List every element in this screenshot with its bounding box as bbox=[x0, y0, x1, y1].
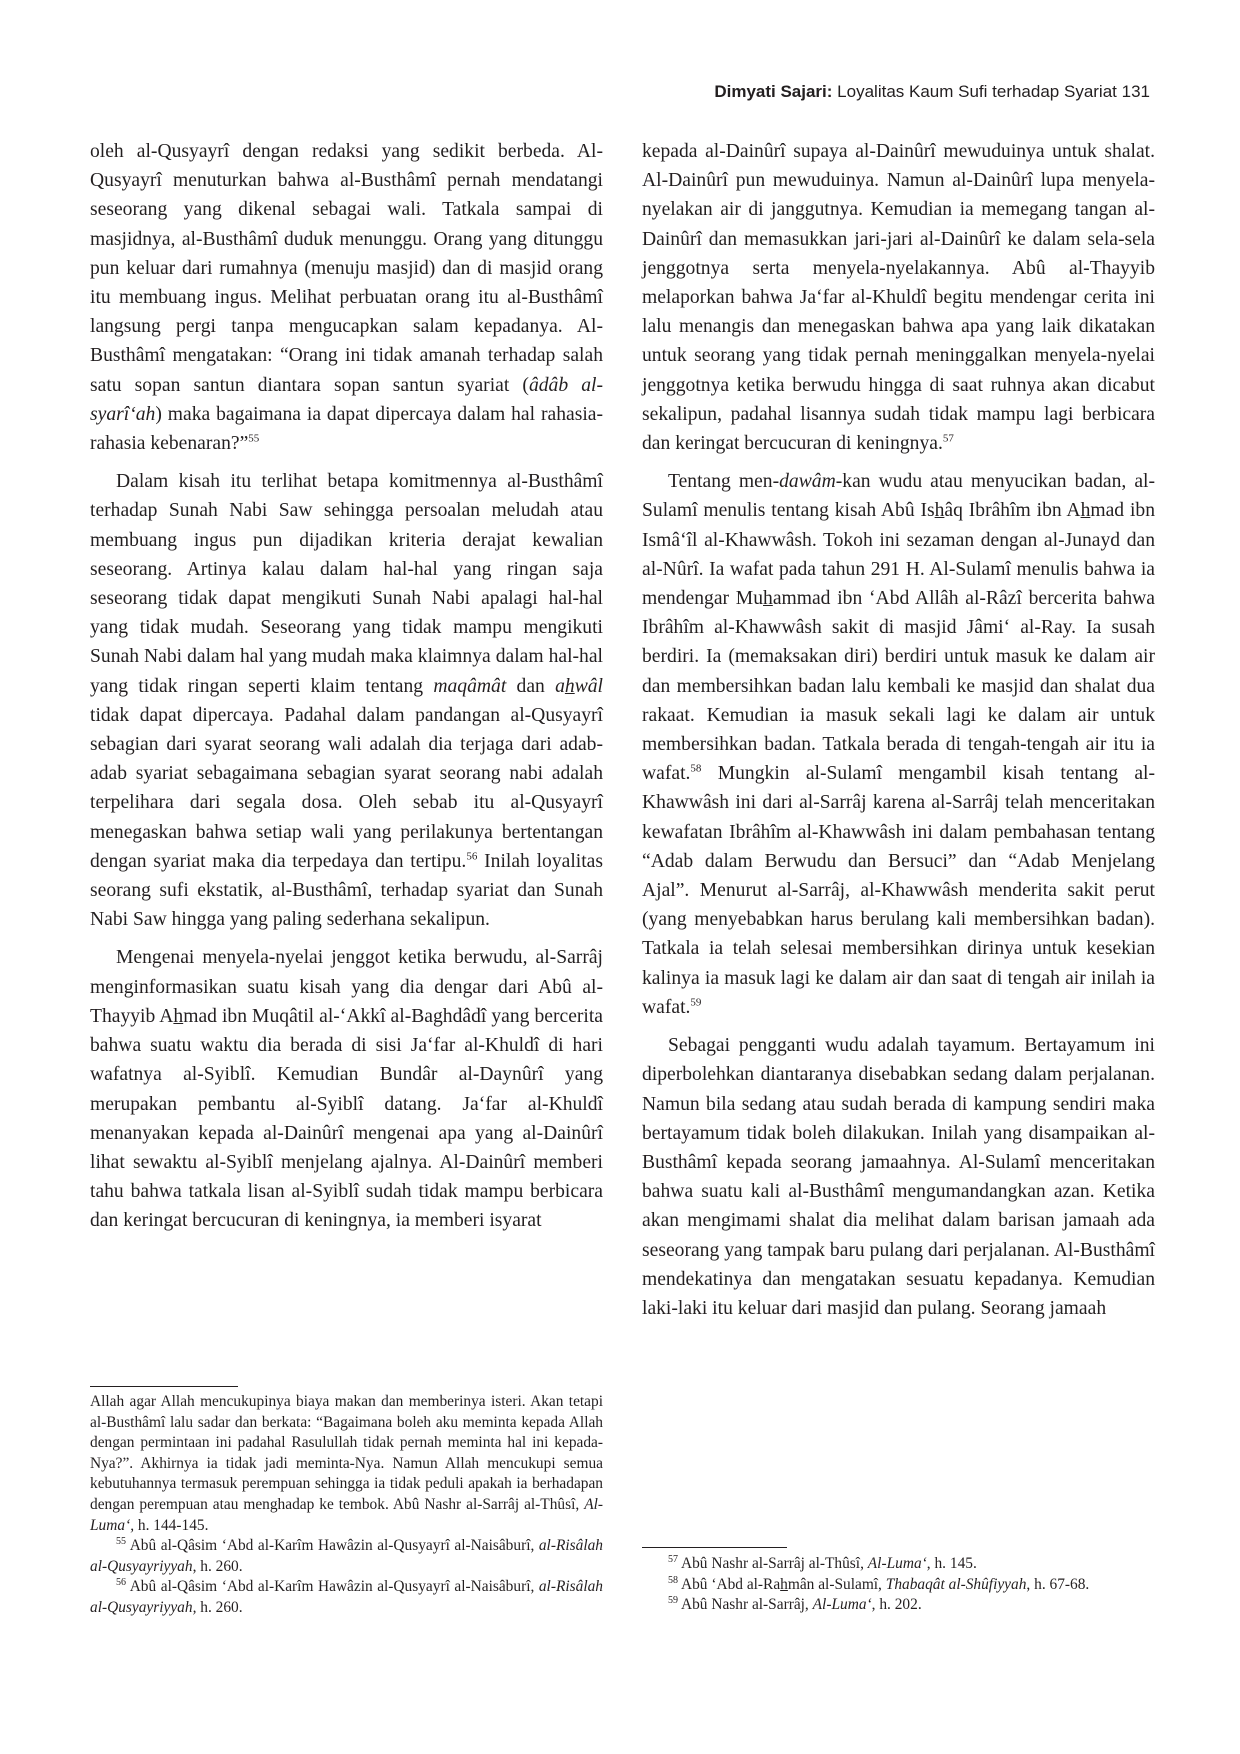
italic-term: Thabaqât al-Shûfiyyah bbox=[885, 1575, 1027, 1593]
underlined-letter: h bbox=[173, 1005, 184, 1027]
text-run: ammad ibn ‘Abd Allâh al-Râzî bercerita bahwa Ibrâhîm al-Khawwâsh sakit di masjid Jâmi‘ al-Ray. Ia susah berdiri. Ia (memaksakan diri) berdiri untuk masuk ke dalam air dan membersihkan badan lalu kembali ke masjid dan shalat dua rakaat. Kemudian ia masuk sekali lagi ke dalam air untuk membersihkan badan. Tatkala berada di tengah-tengah air itu ia wafat. bbox=[642, 588, 1155, 785]
footnote-number: 57 bbox=[668, 1553, 678, 1565]
text-run: mad ibn Muqâtil al-‘Akkî al-Baghdâdî yang bercerita bahwa suatu waktu dia berada di sisi Ja‘far al-Khuldî di hari wafatnya al-Syiblî. Kemudian Bundâr al-Daynûrî yang merupakan pembantu al-Syiblî datang. Ja‘far al-Khuldî menanyakan kepada al-Dainûrî mengenai apa yang al-Dainûrî lihat sewaktu al-Syiblî menjelang ajalnya. Al-Dainûrî memberi tahu bahwa tatkala lisan al-Syiblî sudah tidak mampu berbicara dan keringat bercucuran di keningnya, ia memberi isyarat bbox=[90, 1005, 603, 1232]
footnote-ref[interactable]: 58 bbox=[690, 762, 702, 775]
footnote-number: 59 bbox=[668, 1595, 678, 1607]
italic-term: Al-Luma‘ bbox=[812, 1596, 872, 1614]
text-run: Abû Nashr al-Sarrâj, bbox=[678, 1596, 813, 1614]
italic-term: dawâm bbox=[779, 471, 836, 493]
footnote-number: 56 bbox=[116, 1577, 126, 1589]
text-run: kepada al-Dainûrî supaya al-Dainûrî mewuduinya untuk shalat. Al-Dainûrî pun mewuduinya. Namun al-Dainûrî lupa menyela-nyelakan air di janggutnya. Kemudian ia memegang tangan al-Dainûrî dan memasukkan jari-jari al-Dainûrî ke dalam sela-sela jenggotnya serta menyela-nyelakannya. Abû al-Thayyib melaporkan bahwa Ja‘far al-Khuldî begitu mendengar cerita ini lalu menangis dan menegaskan bahwa apa yang laik dikatakan untuk seorang yang tidak pernah meninggalkan menyela-nyelai jenggotnya ketika berwudu hingga di saat ruhnya akan dicabut sekalipun, padahal lisannya sudah tidak mampu lagi berbicara dan keringat bercucuran di keningnya. bbox=[642, 141, 1155, 455]
right-column bbox=[642, 137, 1155, 1332]
text-run: -kan wudu atau menyucikan badan, al-Sulamî menulis tentang kisah Abû Is bbox=[642, 471, 1155, 522]
underlined-letter: h bbox=[780, 1575, 788, 1593]
footnote-58 bbox=[642, 1575, 1155, 1596]
text-run: mad ibn Ismâ‘îl al-Khawwâsh. Tokoh ini sezaman dengan al-Junayd dan al-Nûrî. Ia wafat pada tahun 291 H. Al-Sulamî menulis bahwa ia mendengar Mu bbox=[642, 500, 1155, 610]
paragraph bbox=[642, 467, 1155, 1022]
paragraph bbox=[90, 137, 603, 458]
text-run: Abû ‘Abd al-Ra bbox=[678, 1575, 781, 1593]
text-run: h. 260. bbox=[196, 1598, 243, 1616]
text-run: Inilah loyalitas seorang sufi ekstatik, al-Busthâmî, terhadap syariat dan Sunah Nabi Saw hingga yang paling sederhana sekalipun. bbox=[90, 850, 603, 931]
footnote-continuation bbox=[90, 1392, 603, 1536]
paragraph bbox=[642, 137, 1155, 458]
text-run: mân al-Sulamî, bbox=[787, 1575, 886, 1593]
italic-term: Al-Luma‘, bbox=[90, 1495, 603, 1534]
text-run: , h. 145. bbox=[926, 1555, 977, 1572]
text-run: wâl bbox=[574, 675, 603, 697]
text-run: a bbox=[555, 675, 565, 697]
text-run: âq Ibrâhîm ibn A bbox=[944, 500, 1081, 522]
running-header bbox=[90, 82, 1150, 102]
footnote-number: 55 bbox=[116, 1536, 126, 1548]
footnote-number: 58 bbox=[668, 1574, 678, 1586]
text-run: Mengenai menyela-nyelai jenggot ketika berwudu, al-Sarrâj menginformasikan suatu kisah yang dia dengar dari Abû al-Thayyib A bbox=[90, 947, 603, 1027]
text-run: Tentang men- bbox=[668, 471, 780, 493]
paragraph bbox=[90, 467, 603, 934]
text-run: h. 144-145. bbox=[134, 1516, 209, 1534]
header-title: Loyalitas Kaum Sufi terhadap Syariat bbox=[837, 82, 1117, 101]
text-run: , h. 260. bbox=[192, 1557, 243, 1575]
footnote-59 bbox=[642, 1595, 1155, 1616]
underlined-letter: h bbox=[763, 588, 773, 610]
text-run: ) maka bagaimana ia dapat dipercaya dalam hal rahasia-rahasia kebenaran?” bbox=[90, 403, 603, 455]
footnote-ref[interactable]: 56 bbox=[466, 850, 478, 863]
footnote-55 bbox=[90, 1536, 603, 1577]
footnote-ref[interactable]: 55 bbox=[248, 432, 260, 445]
text-run: tidak dapat dipercaya. Padahal dalam pandangan al-Qusyayrî sebagian dari syarat seorang wali adalah dia terjaga dari adab-adab syariat sebagaimana sebagian syarat seorang nabi adalah terpelihara dari segala dosa. Oleh sebab itu al-Qusyayrî menegaskan bahwa setiap wali yang perilakunya bertentangan dengan syariat maka dia terpedaya dan tertipu. bbox=[90, 704, 603, 872]
text-run: Dalam kisah itu terlihat betapa komitmennya al-Busthâmî terhadap Sunah Nabi Saw sehingga persoalan meludah atau membuang ingus pun dijadikan kriteria derajat kewalian seseorang. Artinya kalau dalam hal-hal yang ringan saja seseorang tidak dapat mengikuti Sunah Nabi apalagi hal-hal yang tidak mudah. Seseorang yang tidak mampu mengikuti Sunah Nabi dalam hal yang mudah maka klaimnya dalam hal-hal yang tidak ringan seperti klaim tentang bbox=[90, 471, 603, 697]
text-run: Abû al-Qâsim ‘Abd al-Karîm Hawâzin al-Qusyayrî al-Naisâburî, bbox=[126, 1537, 539, 1555]
left-footnotes bbox=[90, 1386, 603, 1619]
footnote-ref[interactable]: 59 bbox=[690, 996, 702, 1009]
text-run: oleh al-Qusyayrî dengan redaksi yang sedikit berbeda. Al-Qusyayrî menuturkan bahwa al-Busthâmî pernah mendatangi seseorang yang dikenal sebagai wali. Tatkala sampai di masjidnya, al-Busthâmî duduk menunggu. Orang yang ditunggu pun keluar dari rumahnya (menuju masjid) dan di masjid orang itu membuang ingus. Melihat perbuatan orang itu al-Busthâmî langsung pergi tanpa mengucapkan salam kepadanya. Al-Busthâmî mengatakan: “Orang ini tidak amanah terhadap salah satu sopan santun diantara sopan santun syariat ( bbox=[90, 141, 603, 396]
paragraph bbox=[642, 1031, 1155, 1323]
italic-term bbox=[555, 676, 603, 697]
italic-term: al-Risâlah al-Qusyayriyyah bbox=[90, 1537, 603, 1575]
footnote-rule bbox=[642, 1547, 787, 1548]
text-run: Abû Nashr al-Sarrâj al-Thûsî, bbox=[678, 1555, 868, 1572]
italic-term: Al-Luma‘ bbox=[867, 1555, 927, 1572]
left-column bbox=[90, 137, 603, 1245]
text-run: dan bbox=[506, 675, 556, 697]
text-run: Mungkin al-Sulamî mengambil kisah tentang al-Khawwâsh ini dari al-Sarrâj karena al-Sarrâj telah menceritakan kewafatan Ibrâhîm al-Khawwâsh ini dalam pembahasan tentang “Adab dalam Berwudu dan Bersuci” dan “Adab Menjelang Ajal”. Menurut al-Sarrâj, al-Khawwâsh menderita sakit perut (yang menyebabkan harus berulang kali membersihkan badan). Tatkala ia telah selesai membersihkan dirinya untuk kesekian kalinya ia masuk lagi ke dalam air dan saat di tengah air inilah ia wafat. bbox=[642, 763, 1155, 1018]
text-run: Abû al-Qâsim ‘Abd al-Karîm Hawâzin al-Qusyayrî al-Naisâburî, bbox=[126, 1578, 539, 1596]
header-author: Dimyati Sajari: bbox=[714, 82, 833, 101]
underlined-letter: h bbox=[934, 500, 945, 522]
footnote-ref[interactable]: 57 bbox=[942, 432, 954, 445]
text-run: , h. 202. bbox=[871, 1596, 922, 1614]
page-number: 131 bbox=[1121, 82, 1150, 101]
text-run: Sebagai pengganti wudu adalah tayamum. Bertayamum ini diperbolehkan diantaranya disebabkan sedang dalam perjalanan. Namun bila sedang atau sudah berada di kampung sendiri maka bertayamum tidak boleh dilakukan. Inilah yang disampaikan al-Busthâmî kepada seorang jamaahnya. Al-Sulamî menceritakan bahwa suatu kali al-Busthâmî mengumandangkan azan. Ketika akan mengimami shalat dia melihat dalam barisan jamaah ada seseorang yang tampak baru pulang dari perjalanan. Al-Busthâmî mendekatinya dan mengatakan sesuatu kepadanya. Kemudian laki-laki itu keluar dari masjid dan pulang. Seorang jamaah bbox=[642, 1035, 1155, 1319]
text-run: , h. 67-68. bbox=[1026, 1575, 1090, 1593]
footnote-rule bbox=[90, 1386, 238, 1387]
underlined-letter: h bbox=[1080, 500, 1091, 522]
text-run: Allah agar Allah mencukupinya biaya makan dan memberinya isteri. Akan tetapi al-Busthâmî lalu sadar dan berkata: “Bagaimana boleh aku meminta kepada Allah dengan permintaan ini padahal Rasulullah tidak pernah meminta hal ini kepada-Nya?”. Akhirnya ia tidak jadi meminta-Nya. Namun Allah mencukupi semua kebutuhannya termasuk perempuan sehingga ia tidak peduli apakah ia berhadapan dengan perempuan atau menghadap ke tembok. Abû Nashr al-Sarrâj al-Thûsî, bbox=[90, 1393, 603, 1513]
underlined-letter: h bbox=[564, 675, 575, 697]
italic-term: maqâmât bbox=[433, 675, 507, 697]
italic-term: al-Risâlah al-Qusyayriyyah, bbox=[90, 1578, 603, 1616]
paragraph bbox=[90, 943, 603, 1235]
italic-term: âdâb al-syarî‘ah bbox=[90, 374, 604, 425]
footnote-57 bbox=[642, 1554, 1155, 1575]
footnote-56 bbox=[90, 1577, 603, 1618]
right-footnotes bbox=[642, 1547, 1155, 1616]
